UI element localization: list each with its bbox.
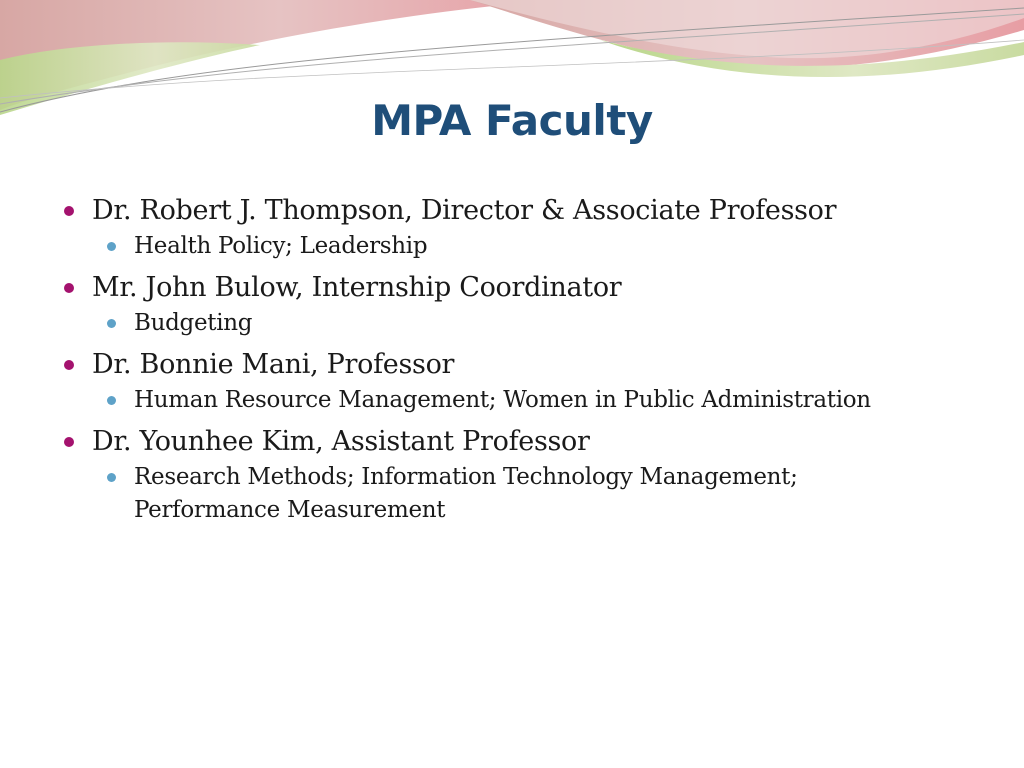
sub-bullet-icon (107, 473, 116, 482)
faculty-areas-text: Budgeting (134, 310, 253, 336)
bullet-icon (64, 437, 74, 447)
bullet-icon (64, 360, 74, 370)
faculty-name: Dr. Bonnie Mani, Professor (92, 349, 455, 380)
faculty-areas-text: Health Policy; Leadership (134, 233, 428, 259)
bullet-icon (64, 283, 74, 293)
faculty-areas (60, 384, 960, 417)
faculty-name: Dr. Robert J. Thompson, Director & Associate Professor (92, 195, 837, 226)
faculty-name: Dr. Younhee Kim, Assistant Professor (92, 426, 590, 457)
faculty-areas-text: Research Methods; Information Technology Management; Performance Measurement (134, 464, 798, 523)
slide-title: MPA Faculty (371, 96, 653, 145)
sub-bullet-icon (107, 396, 116, 405)
faculty-areas-text: Human Resource Management; Women in Public Administration (134, 387, 871, 413)
sub-bullet-icon (107, 319, 116, 328)
sub-bullet-icon (107, 242, 116, 251)
faculty-areas (60, 307, 960, 340)
faculty-list (60, 188, 960, 533)
faculty-areas (60, 230, 960, 263)
bullet-icon (64, 206, 74, 216)
faculty-areas (60, 461, 960, 527)
faculty-item (60, 192, 960, 230)
faculty-item (60, 423, 960, 461)
faculty-name: Mr. John Bulow, Internship Coordinator (92, 272, 622, 303)
faculty-item (60, 269, 960, 307)
faculty-item (60, 346, 960, 384)
